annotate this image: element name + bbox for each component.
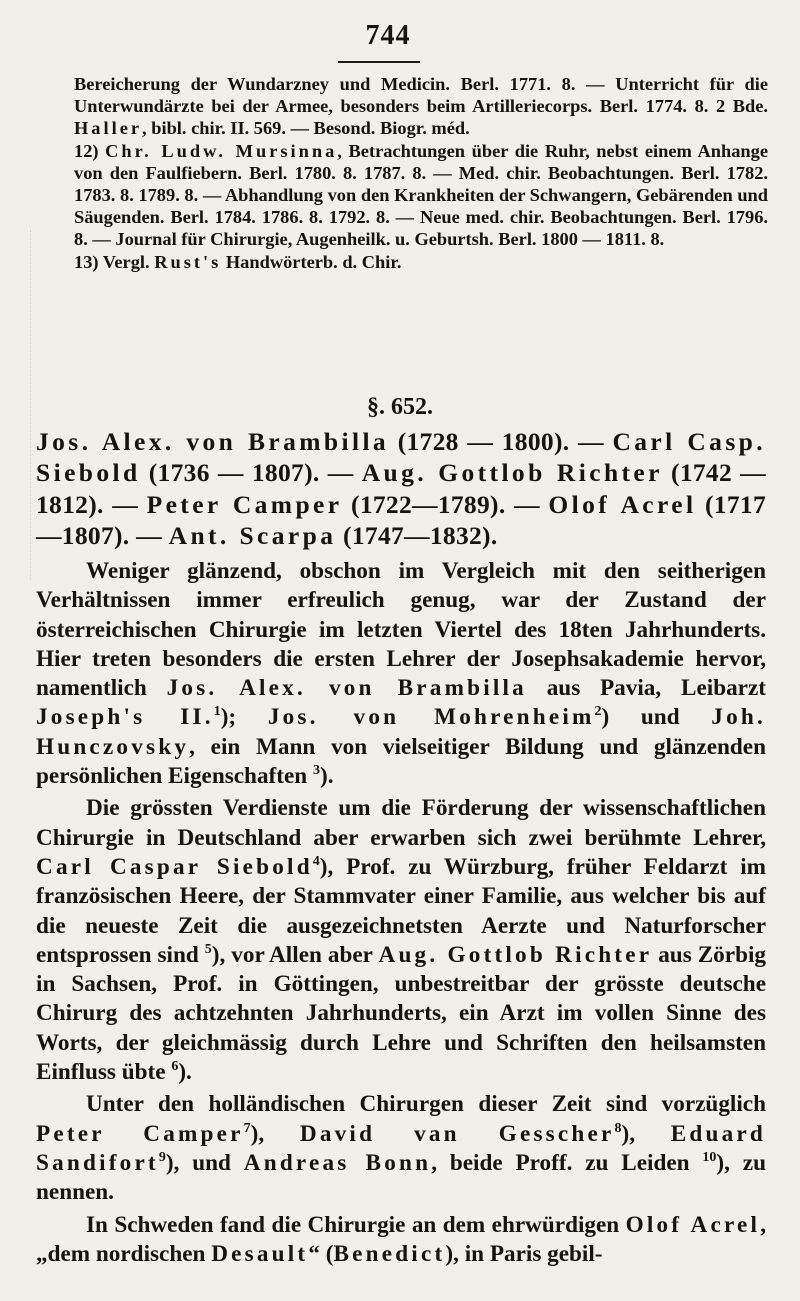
spaced-name: Olof Acrel [625, 1211, 761, 1238]
footnote-12 [74, 140, 768, 251]
footnote-marker: 4 [312, 853, 320, 869]
spaced-name: Jos. Alex. von Brambilla [166, 675, 527, 702]
spaced-name: Peter Camper [36, 1120, 244, 1147]
text-run: , ein Mann von vielseitiger Bildung und glänzenden persönlichen Eigenschaften [36, 733, 766, 790]
spaced-name: Rust's [154, 251, 222, 272]
section-number: §. 652. [367, 394, 433, 420]
text-run: aus Pavia, Leibarzt [526, 675, 766, 702]
spaced-name: David van Gesscher [299, 1120, 615, 1147]
text-run: Weniger glänzend, obschon im Vergleich mit den seitherigen Verhältnissen immer erfreulich genug, war der Zustand der österreichischen Chirurgie im letzten Viertel des 18ten Jahrhunderts. Hier treten besonders die ersten Lehrer der Josephsakademie hervor, namentlich [36, 558, 766, 702]
spaced-name: Joseph's II. [36, 704, 214, 731]
footnote-marker: 6 [171, 1059, 179, 1075]
text-run: 12) [74, 140, 106, 161]
section-heading-names [36, 426, 766, 551]
text-run: Bereicherung der Wundarzney und Medicin. Berl. 1771. 8. — Unterricht für die Unterwundärzte bei der Armee, besonders beim Artilleriecorps. Berl. 1774. 8. 2 Bde. [74, 74, 768, 117]
spaced-name: Jos. Alex. von Brambilla [36, 427, 390, 456]
text-run: , Betrachtungen über die Ruhr, nebst einem Anhange von den Faulfiebern. Berl. 1780. 8. 1787. 8. — Med. chir. Beobachtungen. Berl. 1782. 1783. 8. 1789. 8. — Abhandlung von den Krankheiten der Schwangern, Gebärenden und Säugenden. Berl. 1784. 1786. 8. 1792. 8. — Neue med. chir. Beobachtungen. Berl. 1796. 8. — Journal für Chirurgie, Augenheilk. u. Geburtsh. Berl. 1800 — 1811. 8. [74, 140, 768, 250]
paragraph-germany [36, 794, 766, 1087]
spaced-name: Eduard Sandifort [36, 1120, 766, 1176]
footnote-marker: 3 [312, 763, 320, 779]
spaced-name: Aug. Gottlob Richter [361, 458, 663, 488]
footnote-marker: 5 [204, 941, 212, 957]
spaced-name: Desault [211, 1240, 309, 1267]
text-run: ), [250, 1120, 300, 1147]
text-run: ). [178, 1059, 192, 1086]
text-run: ). [319, 763, 334, 790]
paragraph-sweden [36, 1211, 766, 1270]
text-run: (1722—1789). — [342, 489, 549, 519]
text-run: , „dem nordischen [36, 1211, 766, 1267]
footnote-11-continuation [74, 73, 768, 140]
text-run: (1747—1832). [336, 520, 498, 550]
text-run: In Schweden fand die Chirurgie an dem ehrwürdigen [86, 1211, 626, 1238]
footnote-marker: 10 [702, 1149, 717, 1165]
footnotes-continued [74, 73, 768, 273]
spaced-name: Benedict [333, 1240, 446, 1267]
page-number: 744 [365, 20, 411, 51]
text-run: Handwörterb. d. Chir. [221, 251, 402, 272]
text-run: (1717 —1807). — [36, 489, 766, 550]
text-run: ), zu nennen. [36, 1149, 766, 1206]
text-run: ), und [165, 1149, 244, 1176]
text-run: (1742 — 1812). — [36, 458, 766, 519]
footnote-13 [74, 251, 768, 273]
spaced-name: Olof Acrel [548, 489, 697, 519]
footnote-marker: 9 [158, 1149, 166, 1165]
spaced-name: Jos. von Mohrenheim [267, 704, 595, 731]
text-run: (1736 — 1807). — [140, 458, 362, 488]
footnote-marker: 8 [614, 1120, 622, 1136]
text-run: (1728 — 1800). — [389, 427, 613, 456]
text-run: ), in Paris gebil- [445, 1240, 603, 1267]
paragraph-austria [36, 557, 766, 791]
body-text [36, 557, 766, 1272]
spaced-name: Chr. Ludw. Mursinna [105, 140, 338, 161]
spaced-name: Carl Casp. Siebold [36, 427, 767, 488]
spaced-name: Andreas Bonn [243, 1149, 432, 1176]
text-run: ); [220, 704, 268, 731]
page-number-rule [338, 61, 420, 63]
text-run: ), Prof. zu Würzburg, früher Feldarzt im französischen Heere, der Stammvater einer Familie, aus welcher bis auf die neueste Zeit die ausgezeichnetsten Aerzte und Naturforscher entsprossen sind [36, 853, 766, 968]
text-run: Die grössten Verdienste um die Förderung der wissenschaftlichen Chirurgie in Deutschland aber erwarben sich zwei berühmte Lehrer, [36, 795, 766, 851]
text-run: 13) Vergl. [74, 251, 155, 272]
spaced-name: Joh. Hunczovsky [36, 704, 766, 760]
spaced-name: Peter Camper [146, 489, 343, 519]
spaced-name: Ant. Scarpa [168, 520, 337, 550]
text-run: “ ( [308, 1240, 334, 1267]
spaced-name: Carl Caspar Siebold [36, 853, 313, 880]
footnote-marker: 7 [243, 1120, 251, 1136]
spaced-name: Haller [74, 118, 143, 139]
spaced-name: Aug. Gottlob Richter [378, 941, 653, 968]
text-run: , bibl. chir. II. 569. — Besond. Biogr. méd. [142, 118, 470, 139]
text-run: Unter den holländischen Chirurgen dieser Zeit sind vorzüglich [86, 1091, 766, 1118]
footnote-marker: 1 [213, 704, 221, 720]
text-run: aus Zörbig in Sachsen, Prof. in Göttingen, unbestreitbar der grösste deutsche Chirurg des achtzehnten Jahrhunderts, ein Arzt im vollen Sinne des Worts, der gleichmässig durch Lehre und Schriften den heilsamsten Einfluss übte [36, 941, 766, 1086]
text-run: ), vor Allen aber [211, 941, 379, 968]
text-run: ), [621, 1120, 671, 1147]
footnote-marker: 2 [594, 704, 602, 720]
text-run: , beide Proff. zu Leiden [431, 1149, 703, 1176]
paragraph-netherlands [36, 1090, 766, 1207]
text-run: ) und [601, 704, 712, 731]
